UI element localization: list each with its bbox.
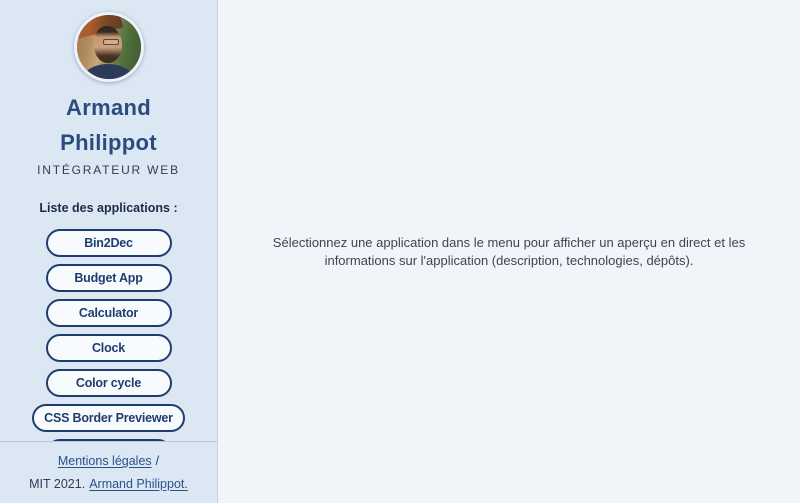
sidebar-footer [0, 441, 217, 503]
footer-legal-line [0, 453, 217, 469]
list-item [46, 334, 172, 362]
app-button-calculator[interactable]: Calculator [46, 299, 172, 327]
footer-license-line [0, 476, 217, 492]
license-text: MIT 2021. [29, 477, 86, 491]
legal-notice-link[interactable]: Mentions légales [57, 454, 152, 468]
list-item [46, 229, 172, 257]
profile-avatar [74, 12, 144, 82]
list-item [46, 369, 172, 397]
app-button-budget-app[interactable]: Budget App [46, 264, 172, 292]
sidebar [0, 0, 218, 503]
app-list [0, 229, 217, 467]
list-item [32, 404, 185, 432]
profile-job-title: INTÉGRATEUR WEB [37, 163, 180, 177]
author-link[interactable]: Armand Philippot. [89, 477, 188, 491]
app-button-css-border-previewer[interactable]: CSS Border Previewer [32, 404, 185, 432]
list-item [46, 264, 172, 292]
select-app-placeholder-message: Sélectionnez une application dans le menu pour afficher un aperçu en direct et les informations sur l'application (description, technologies, dépôts). [272, 235, 746, 268]
profile-name: Armand Philippot [60, 95, 157, 155]
app-button-clock[interactable]: Clock [46, 334, 172, 362]
app-button-bin2dec[interactable]: Bin2Dec [46, 229, 172, 257]
app-button-color-cycle[interactable]: Color cycle [46, 369, 172, 397]
footer-separator: / [155, 454, 160, 468]
list-item [46, 299, 172, 327]
avatar-photo-glasses [103, 39, 119, 45]
app-list-label: Liste des applications : [39, 201, 178, 215]
main-content [218, 0, 800, 503]
